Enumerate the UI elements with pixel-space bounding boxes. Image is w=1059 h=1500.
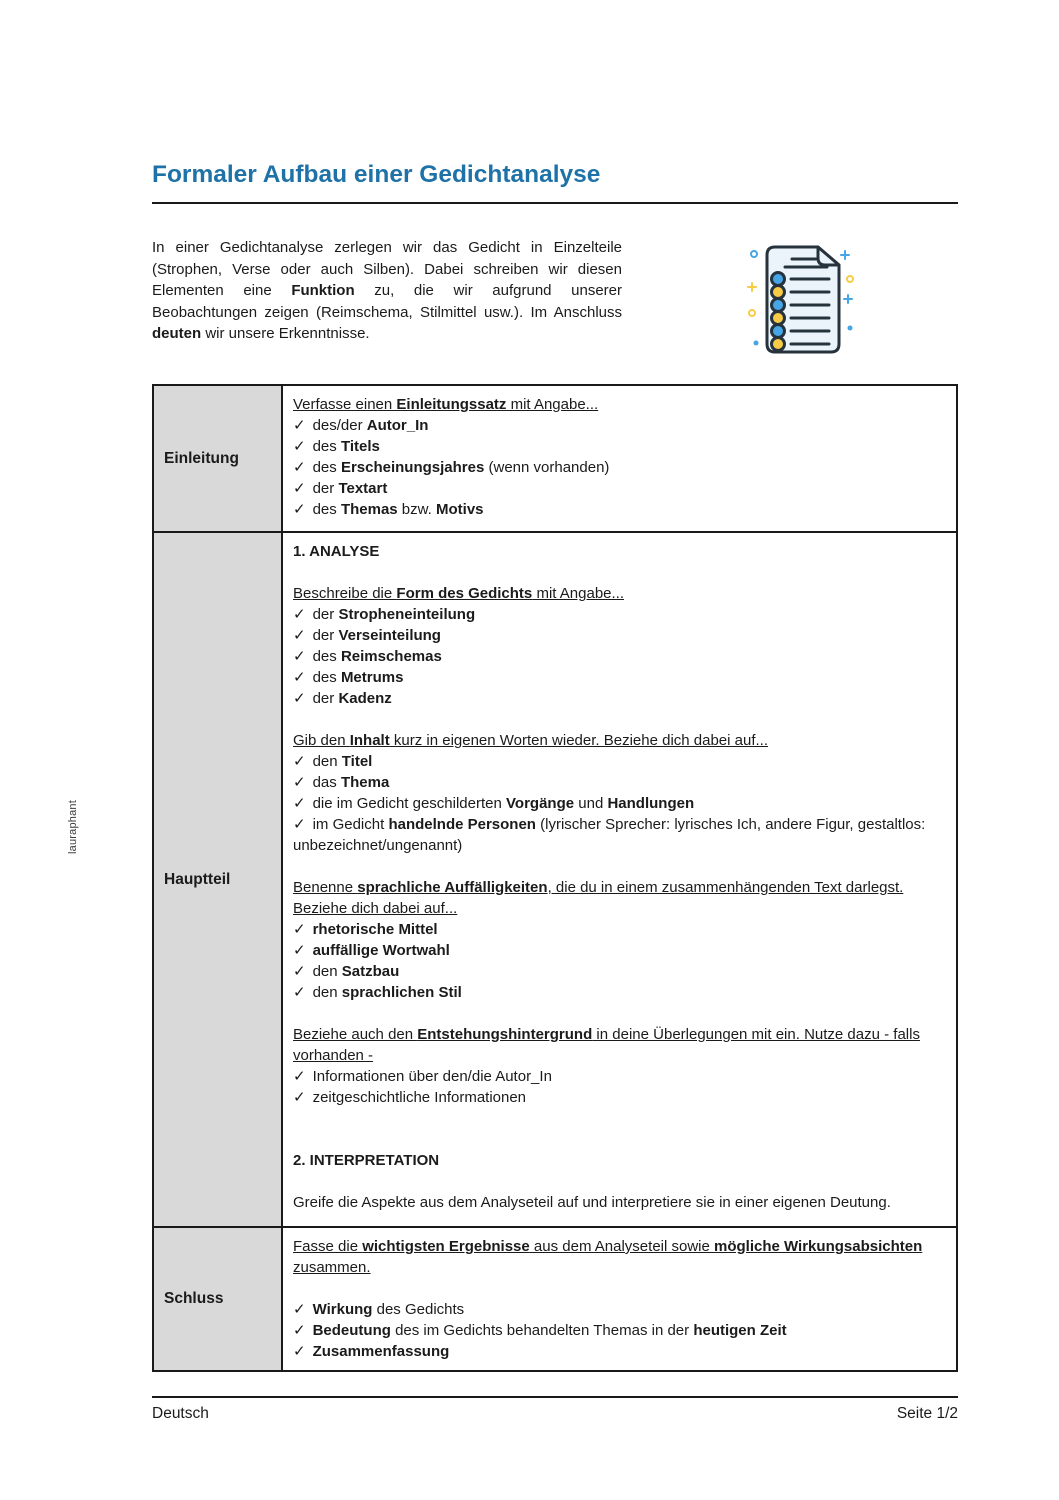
checklist-item bbox=[293, 1341, 944, 1362]
intro-paragraph bbox=[152, 237, 622, 345]
checkmark-icon: ✓ bbox=[293, 816, 306, 833]
text-run: kurz in eigenen Worten wieder. Beziehe dich dabei auf... bbox=[389, 732, 769, 749]
section-heading bbox=[293, 541, 944, 562]
checklist-item bbox=[293, 940, 944, 961]
checkmark-icon: ✓ bbox=[293, 648, 306, 665]
paragraph bbox=[293, 1192, 944, 1213]
lead-sentence bbox=[293, 730, 944, 751]
checklist-item bbox=[293, 751, 944, 772]
checkmark-icon: ✓ bbox=[293, 753, 306, 770]
text-run: Beziehe auch den bbox=[293, 1026, 418, 1043]
checklist-item bbox=[293, 1087, 944, 1108]
footer-course-label: Deutsch bbox=[152, 1405, 209, 1422]
checkmark-icon: ✓ bbox=[293, 480, 306, 497]
text-run: im Gedicht bbox=[312, 816, 389, 833]
text-run: In einer Gedichtanalyse zerlegen wir das Gedicht in Einzelteile (Strophen, Verse oder auch Silben). Dabei schreiben wir diesen Elementen eine bbox=[152, 239, 622, 299]
text-run: heutigen Zeit bbox=[693, 1322, 787, 1339]
text-run: Titel bbox=[341, 753, 373, 770]
text-run: handelnde Personen bbox=[388, 816, 536, 833]
text-run: 2. INTERPRETATION bbox=[293, 1152, 440, 1169]
text-run: bzw. bbox=[397, 501, 436, 518]
structure-table bbox=[152, 384, 958, 1372]
text-run: des im Gedichts behandelten Themas in der bbox=[390, 1322, 694, 1339]
text-run: Gib den bbox=[293, 732, 350, 749]
text-run: (lyrischer Sprecher: lyrisches Ich, andere Figur, gestaltlos: unbezeichnet/ungenannt) bbox=[293, 816, 926, 854]
page-footer bbox=[152, 1405, 958, 1423]
text-run: (wenn vorhanden) bbox=[484, 459, 610, 476]
text-run: wir unsere Erkenntnisse. bbox=[201, 325, 370, 342]
text-run: des bbox=[312, 669, 341, 686]
checklist-item bbox=[293, 1299, 944, 1320]
text-run: Satzbau bbox=[341, 963, 400, 980]
checklist-item bbox=[293, 667, 944, 688]
checkmark-icon: ✓ bbox=[293, 1322, 306, 1339]
text-run: das bbox=[312, 774, 341, 791]
text-run: zusammen. bbox=[293, 1259, 371, 1276]
text-run: zu, die wir aufgrund unserer Beobachtungen zeigen (Reimschema, Stilmittel usw.). Im Anschluss bbox=[152, 282, 622, 321]
text-run: Reimschemas bbox=[340, 648, 442, 665]
checklist-item bbox=[293, 646, 944, 667]
checklist-item bbox=[293, 415, 944, 436]
text-run: Verfasse einen bbox=[293, 396, 397, 413]
text-run: Informationen über den/die Autor_In bbox=[312, 1068, 552, 1085]
text-run: Motivs bbox=[436, 501, 484, 518]
text-run: Beschreibe die bbox=[293, 585, 397, 602]
page-content bbox=[152, 0, 958, 1423]
checklist-item bbox=[293, 478, 944, 499]
text-run: zeitgeschichtliche Informationen bbox=[312, 1089, 527, 1106]
checklist-item bbox=[293, 793, 944, 814]
checklist-item bbox=[293, 1066, 944, 1087]
text-run: Bedeutung bbox=[312, 1322, 391, 1339]
lead-sentence bbox=[293, 1236, 944, 1278]
page-title: Formaler Aufbau einer Gedichtanalyse bbox=[152, 161, 601, 188]
text-run: Verseinteilung bbox=[338, 627, 441, 644]
text-run: der bbox=[312, 480, 339, 497]
title-divider bbox=[152, 202, 958, 204]
text-run: Vorgänge bbox=[506, 795, 575, 812]
text-run: Greife die Aspekte aus dem Analyseteil auf und interpretiere sie in einer eigenen Deutung. bbox=[293, 1194, 891, 1211]
text-run: Fasse die bbox=[293, 1238, 363, 1255]
text-run: die im Gedicht geschilderten bbox=[312, 795, 507, 812]
checklist-item bbox=[293, 982, 944, 1003]
text-run: Erscheinungsjahres bbox=[340, 459, 485, 476]
row-content-schluss bbox=[283, 1228, 956, 1370]
checkmark-icon: ✓ bbox=[293, 1301, 306, 1318]
checklist-item bbox=[293, 814, 944, 856]
text-run: Titels bbox=[340, 438, 380, 455]
lead-sentence bbox=[293, 394, 944, 415]
checklist-item bbox=[293, 436, 944, 457]
text-run: Stropheneinteilung bbox=[338, 606, 476, 623]
text-run: Autor_In bbox=[366, 417, 429, 434]
checklist-item bbox=[293, 1320, 944, 1341]
checklist-item bbox=[293, 457, 944, 478]
row-label-einleitung: Einleitung bbox=[154, 386, 283, 531]
checkmark-icon: ✓ bbox=[293, 984, 306, 1001]
row-label-hauptteil: Hauptteil bbox=[154, 533, 283, 1226]
text-run: Entstehungshintergrund bbox=[417, 1026, 593, 1043]
text-run: Textart bbox=[338, 480, 388, 497]
text-run: deuten bbox=[152, 325, 202, 342]
checkmark-icon: ✓ bbox=[293, 795, 306, 812]
checkmark-icon: ✓ bbox=[293, 627, 306, 644]
checkmark-icon: ✓ bbox=[293, 1089, 306, 1106]
text-run: rhetorische Mittel bbox=[312, 921, 438, 938]
checkmark-icon: ✓ bbox=[293, 501, 306, 518]
text-run: , die du in einem zusammenhängenden Text darlegst. Beziehe dich dabei auf... bbox=[293, 879, 904, 917]
checkmark-icon: ✓ bbox=[293, 669, 306, 686]
checklist-item bbox=[293, 604, 944, 625]
text-run: Handlungen bbox=[607, 795, 695, 812]
footer-page-number: Seite 1/2 bbox=[896, 1405, 958, 1422]
text-run: mögliche Wirkungsabsichten bbox=[714, 1238, 923, 1255]
intro-section bbox=[152, 237, 958, 361]
text-run: der bbox=[312, 606, 339, 623]
text-run: Kadenz bbox=[338, 690, 392, 707]
spacer bbox=[293, 1278, 944, 1299]
checkmark-icon: ✓ bbox=[293, 921, 306, 938]
text-run: aus dem Analyseteil sowie bbox=[529, 1238, 715, 1255]
checkmark-icon: ✓ bbox=[293, 438, 306, 455]
text-run: Thema bbox=[340, 774, 390, 791]
checkmark-icon: ✓ bbox=[293, 690, 306, 707]
text-run: Wirkung bbox=[312, 1301, 373, 1318]
table-row-einleitung bbox=[154, 386, 956, 531]
text-run: Einleitungssatz bbox=[396, 396, 507, 413]
checklist-item bbox=[293, 772, 944, 793]
text-run: des bbox=[312, 501, 341, 518]
text-run: Inhalt bbox=[349, 732, 390, 749]
text-run: den bbox=[312, 753, 342, 770]
text-run: Zusammenfassung bbox=[312, 1343, 450, 1360]
checklist-item bbox=[293, 688, 944, 709]
checklist-item bbox=[293, 499, 944, 520]
text-run: sprachliche Auffälligkeiten bbox=[357, 879, 548, 896]
text-run: des bbox=[312, 438, 341, 455]
spacer bbox=[293, 1108, 944, 1129]
text-run: mit Angabe... bbox=[532, 585, 625, 602]
checkmark-icon: ✓ bbox=[293, 942, 306, 959]
text-run: 1. ANALYSE bbox=[293, 543, 380, 560]
text-run: des bbox=[312, 459, 341, 476]
checkmark-icon: ✓ bbox=[293, 417, 306, 434]
text-run: auffällige Wortwahl bbox=[312, 942, 450, 959]
checklist-item bbox=[293, 625, 944, 646]
text-run: und bbox=[574, 795, 608, 812]
checkmark-icon: ✓ bbox=[293, 1343, 306, 1360]
text-run: in deine Überlegungen mit ein. Nutze dazu - falls vorhanden - bbox=[293, 1026, 920, 1064]
text-run: des Gedichts bbox=[372, 1301, 465, 1318]
text-run: der bbox=[312, 627, 339, 644]
section-heading bbox=[293, 1150, 944, 1171]
text-run: des/der bbox=[312, 417, 367, 434]
text-run: Themas bbox=[340, 501, 398, 518]
footer-divider bbox=[152, 1396, 958, 1398]
checkmark-icon: ✓ bbox=[293, 606, 306, 623]
table-row-schluss bbox=[154, 1226, 956, 1370]
text-run: den bbox=[312, 984, 342, 1001]
text-run: der bbox=[312, 690, 339, 707]
text-run: den bbox=[312, 963, 342, 980]
checklist-item bbox=[293, 961, 944, 982]
checklist-document-svg bbox=[746, 239, 856, 361]
text-run: sprachlichen Stil bbox=[341, 984, 462, 1001]
checkmark-icon: ✓ bbox=[293, 963, 306, 980]
text-run: Funktion bbox=[291, 282, 355, 299]
checkmark-icon: ✓ bbox=[293, 774, 306, 791]
lead-sentence bbox=[293, 583, 944, 604]
checkmark-icon: ✓ bbox=[293, 459, 306, 476]
text-run: Form des Gedichts bbox=[396, 585, 533, 602]
row-content-einleitung bbox=[283, 386, 956, 531]
watermark-author: lauraphant bbox=[67, 800, 79, 854]
lead-sentence bbox=[293, 877, 944, 919]
table-row-hauptteil bbox=[154, 531, 956, 1226]
text-run: Metrums bbox=[340, 669, 404, 686]
checkmark-icon: ✓ bbox=[293, 1068, 306, 1085]
text-run: wichtigsten Ergebnisse bbox=[362, 1238, 530, 1255]
text-run: mit Angabe... bbox=[506, 396, 599, 413]
text-run: Benenne bbox=[293, 879, 358, 896]
checklist-document-icon bbox=[746, 239, 856, 361]
checklist-item bbox=[293, 919, 944, 940]
lead-sentence bbox=[293, 1024, 944, 1066]
row-label-schluss: Schluss bbox=[154, 1228, 283, 1370]
text-run: des bbox=[312, 648, 341, 665]
row-content-hauptteil bbox=[283, 533, 956, 1226]
